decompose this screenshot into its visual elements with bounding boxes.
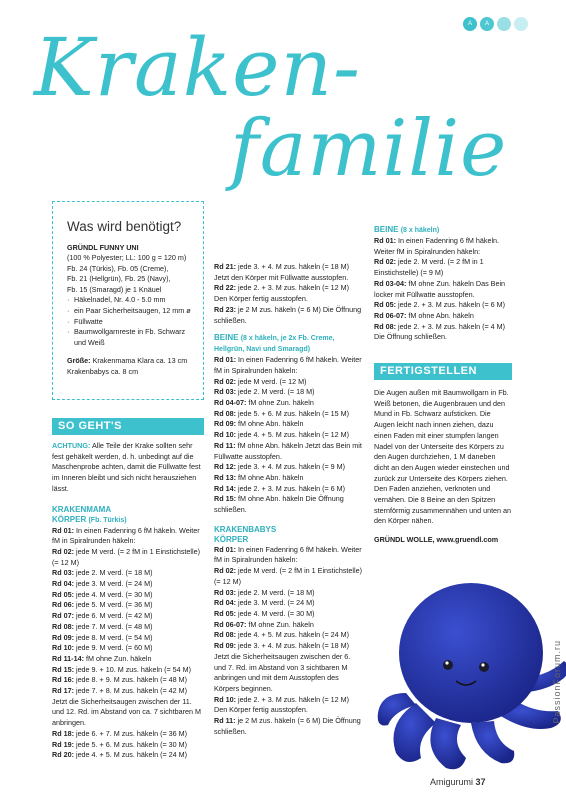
row-text: jede 7. + 8. M zus. häkeln (= 42 M) Jetzt die Sicherheitsaugen zwischen der 11. und 12. Rd. im Abstand von ca. 7 sichtbaren M anbringen. (52, 686, 202, 728)
row-label: Rd 08: (374, 321, 396, 331)
row-label: Rd 14: (214, 483, 236, 493)
instruction-row (374, 322, 512, 343)
row-label: Rd 03: (214, 387, 236, 397)
page-title-line-2: familie (230, 104, 508, 194)
row-label: Rd 09: (52, 632, 74, 642)
section-title-babys: KRAKENBABYS (214, 524, 277, 534)
difficulty-dot-1: A (463, 17, 477, 31)
instruction-row (374, 236, 512, 257)
instruction-row (52, 633, 204, 644)
legs-baby-rows (374, 236, 512, 343)
row-text: fM ohne Abn. häkeln Die Öffnung schließen. (214, 494, 344, 515)
row-text: jede 3. + 4. M zus. häkeln (= 18 M) Jetzt die Sicherheitsaugen zwischen der 6. und 7. Rd. im Abstand von 3 sichtbaren M anbringen und mit dem Ausstopfen des Körpers beginnen. (214, 641, 351, 693)
difficulty-dot-4 (514, 17, 528, 31)
material-item: · Baumwollgarnreste in Fb. Schwarz und Weiß (67, 327, 193, 348)
row-label: Rd 05: (52, 589, 74, 599)
materials-heading: Was wird benötigt? (67, 219, 182, 234)
row-text: jede 3. + 4. M zus. häkeln (= 18 M) Jetzt den Körper mit Füllwatte ausstopfen. (214, 262, 350, 282)
instruction-row (214, 695, 364, 716)
instruction-row (52, 729, 204, 740)
row-label: Rd 06-07: (374, 310, 407, 320)
row-label: Rd 15: (214, 494, 236, 504)
instruction-row (52, 600, 204, 611)
row-label: Rd 11: (214, 716, 236, 726)
row-label: Rd 09: (214, 641, 236, 651)
row-text: jede 9. M verd. (= 60 M) (73, 643, 153, 653)
row-text: jede 4. M verd. (= 30 M) (235, 608, 315, 618)
row-text: jede 7. M verd. (= 48 M) (73, 621, 153, 631)
row-label: Rd 20: (52, 750, 74, 760)
instruction-row (52, 665, 204, 676)
legs-mama-rows (214, 355, 364, 516)
row-label: Rd 06: (52, 600, 74, 610)
row-label: Rd 02: (374, 257, 396, 267)
instruction-row (214, 484, 364, 495)
row-text: jede 2. + 3. M zus. häkeln (= 6 M) (395, 300, 506, 310)
instruction-row (52, 590, 204, 601)
warning-paragraph (52, 441, 204, 495)
babys-rows (214, 545, 364, 738)
instruction-row (52, 526, 204, 547)
row-label: Rd 03: (52, 568, 74, 578)
instruction-row (214, 566, 364, 587)
instruction-row (374, 257, 512, 278)
row-text: jede 8. + 9. M zus. häkeln (= 48 M) (73, 675, 188, 685)
instruction-row (52, 740, 204, 751)
section-subtitle-body: KÖRPER (Fb. Türkis) (52, 514, 127, 524)
yarn-line: (100 % Polyester; LL: 100 g = 120 m) (67, 253, 187, 262)
instruction-row (214, 387, 364, 398)
column-1 (52, 441, 204, 761)
instruction-row (214, 588, 364, 599)
instruction-row (214, 430, 364, 441)
row-text: fM ohne Abn. häkeln Jetzt das Bein mit Füllwatte ausstopfen. (214, 440, 362, 461)
warning-text: Alle Teile der Krake sollten sehr fest gehäkelt werden, d. h. unbedingt auf die Maschenprobe achten, damit die Füllwatte fest im Inneren bleibt und sich nicht herausziehen lässt. (52, 441, 201, 493)
row-text: jede M verd. (= 2 fM in 1 Einstichstelle) (= 12 M) (52, 546, 200, 567)
row-text: jede 2. M verd. (= 2 fM in 1 Einstichstelle) (= 9 M) (374, 257, 484, 278)
finishing-text-block (374, 388, 512, 546)
row-label: Rd 10: (52, 643, 74, 653)
materials-box (52, 201, 204, 400)
instruction-row (214, 441, 364, 462)
row-label: Rd 02: (214, 376, 236, 386)
row-label: Rd 08: (214, 408, 236, 418)
column-2 (214, 262, 364, 737)
yarn-line: Fb. 24 (Türkis), Fb. 05 (Creme), (67, 263, 169, 273)
row-text: jede 2. M verd. (= 18 M) (235, 587, 315, 597)
page-number: 37 (475, 777, 486, 787)
magazine-name: Amigurumi (430, 777, 474, 787)
instruction-row (214, 409, 364, 420)
size-label: Größe: (67, 356, 91, 366)
row-label: Rd 01: (214, 355, 236, 365)
section-title-legs: BEINE (8 x häkeln, je 2x Fb. Creme, Hellgrün, Navi und Smaragd) (214, 333, 335, 354)
row-text: fM ohne Zun. häkeln Das Bein locker mit Füllwatte ausstopfen. (374, 278, 506, 299)
row-label: Rd 04: (52, 579, 74, 589)
warning-label: ACHTUNG: (52, 441, 91, 450)
size-mama: Krakenmama Klara ca. 13 cm (92, 356, 188, 366)
mama-rows (52, 526, 204, 761)
instruction-row (52, 750, 204, 761)
section-title-baby-legs: BEINE (8 x häkeln) (374, 225, 440, 234)
row-text: fM ohne Zun. häkeln (83, 653, 152, 663)
row-text: jede 3. M verd. (= 24 M) (73, 579, 153, 589)
row-label: Rd 08: (52, 621, 74, 631)
row-text: fM ohne Zun. häkeln (246, 619, 314, 629)
row-text: fM ohne Zun. häkeln (246, 398, 314, 408)
row-label: Rd 07: (52, 611, 74, 621)
row-text: jede 3. M verd. (= 24 M) (235, 598, 315, 608)
instruction-row (52, 686, 204, 729)
row-text: jede 6. + 7. M zus. häkeln (= 36 M) (73, 728, 188, 738)
material-item: · Füllwatte (67, 317, 193, 328)
size-baby: Krakenbabys ca. 8 cm (67, 366, 139, 376)
row-label: Rd 05: (374, 300, 396, 310)
row-label: Rd 01: (374, 236, 396, 245)
row-label: Rd 11-14: (52, 653, 84, 663)
instruction-row (214, 609, 364, 620)
row-text: je 2 M zus. häkeln (= 6 M) Die Öffnung schließen. (214, 304, 362, 325)
row-text: jede 2. + 3. M zus. häkeln (= 4 M) Die Öffnung schließen. (374, 321, 506, 342)
row-text: jede 4. + 5. M zus. häkeln (= 12 M) (235, 430, 350, 440)
so-gehts-bar: SO GEHT'S (52, 418, 204, 435)
row-label: Rd 13: (214, 472, 236, 482)
row-label: Rd 19: (52, 739, 74, 749)
row-label: Rd 18: (52, 728, 74, 738)
row-text: jede M verd. (= 12 M) (235, 376, 307, 386)
row-text: jede 4. + 5. M zus. häkeln (= 24 M) (73, 750, 188, 760)
row-text: In einen Fadenring 6 fM häkeln. Weiter fM in Spiralrunden häkeln: (52, 525, 200, 546)
column-3 (374, 225, 512, 343)
instruction-row (214, 419, 364, 430)
instruction-row (374, 279, 512, 300)
instruction-row (214, 716, 364, 737)
instruction-row (52, 547, 204, 568)
row-text: jede 2. + 3. M zus. häkeln (= 6 M) (235, 483, 346, 493)
row-text: jede 6. M verd. (= 42 M) (73, 611, 153, 621)
instruction-row (52, 654, 204, 665)
row-label: Rd 01: (52, 525, 74, 535)
row-text: jede 5. + 6. M zus. häkeln (= 15 M) (235, 408, 350, 418)
row-label: Rd 03: (214, 587, 236, 597)
instruction-row (214, 262, 364, 283)
row-label: Rd 15: (52, 664, 74, 674)
instruction-row (214, 462, 364, 473)
row-text: jede 5. + 6. M zus. häkeln (= 30 M) (73, 739, 188, 749)
row-text: jede 2. M verd. (= 18 M) (73, 568, 153, 578)
row-label: Rd 21: (214, 262, 236, 271)
row-label: Rd 05: (214, 608, 236, 618)
row-text: jede 2. M verd. (= 18 M) (235, 387, 315, 397)
mama-cont-rows (214, 262, 364, 326)
difficulty-dot-3 (497, 17, 511, 31)
instruction-row (214, 377, 364, 388)
instruction-row (214, 630, 364, 641)
row-label: Rd 09: (214, 419, 236, 429)
row-label: Rd 23: (214, 304, 236, 314)
instruction-row (52, 611, 204, 622)
row-label: Rd 06-07: (214, 619, 247, 629)
row-label: Rd 10: (214, 694, 236, 704)
difficulty-dot-2: A (480, 17, 494, 31)
row-text: jede 4. + 5. M zus. häkeln (= 24 M) (235, 630, 350, 640)
watermark: PassionForum.ru (552, 640, 562, 724)
yarn-line: Fb. 21 (Hellgrün), Fb. 25 (Navy), (67, 274, 171, 284)
instruction-row (374, 311, 512, 322)
row-text: fM ohne Abn. häkeln (235, 472, 304, 482)
row-text: jede 3. + 4. M zus. häkeln (= 9 M) (235, 462, 346, 472)
instruction-row (214, 620, 364, 631)
yarn-line: Fb. 15 (Smaragd) je 1 Knäuel (67, 284, 162, 294)
row-label: Rd 16: (52, 675, 74, 685)
instruction-row (214, 283, 364, 304)
row-text: jede 2. + 3. M zus. häkeln (= 12 M) Den Körper fertig ausstopfen. (214, 694, 350, 715)
row-text: jede 4. M verd. (= 30 M) (73, 589, 153, 599)
instruction-row (214, 545, 364, 566)
page-title-line-1: Kraken- (34, 21, 362, 114)
fertigstellen-bar: FERTIGSTELLEN (374, 363, 512, 380)
material-item: · Häkelnadel, Nr. 4.0 - 5.0 mm (67, 295, 193, 306)
row-label: Rd 10: (214, 430, 236, 440)
instruction-row (214, 494, 364, 515)
page-footer (430, 777, 486, 787)
row-text: jede 8. M verd. (= 54 M) (73, 632, 153, 642)
finishing-text: Die Augen außen mit Baumwollgarn in Fb. Weiß betonen, die Augenbrauen und den Mund in Fb. Schwarz aufsticken. Die Augen leicht nach innen ziehen, dazu einen Faden mit einer stumpfen langen Nadel von der Unterseite des Körpers zu den Augen durchziehen, 1 M daneben dicht an den Augen wieder einstechen und zurück zur Unterseite des Körpers ziehen. Den Faden anziehen, verknoten und vernähen. Die 8 Beine an den Spitzen sternförmig zusammennähen und unten an den Körper nähen. (374, 388, 512, 526)
instruction-row (52, 568, 204, 579)
row-text: jede 9. + 10. M zus. häkeln (= 54 M) (73, 664, 192, 674)
instruction-row (52, 643, 204, 654)
row-text: fM ohne Abn. häkeln (406, 310, 474, 320)
instruction-row (214, 641, 364, 695)
row-text: jede M verd. (= 2 fM in 1 Einstichstelle) (= 12 M) (214, 566, 362, 586)
size-line (67, 356, 193, 367)
row-text: In einen Fadenring 6 fM häkeln. Weiter fM in Spiralrunden häkeln: (214, 355, 362, 375)
instruction-row (214, 598, 364, 609)
row-label: Rd 04: (214, 598, 236, 608)
row-label: Rd 01: (214, 544, 236, 554)
section-title-mama: KRAKENMAMA (52, 504, 112, 514)
instruction-row (214, 398, 364, 409)
row-text: fM ohne Abn. häkeln (235, 419, 304, 429)
row-label: Rd 08: (214, 630, 236, 640)
row-label: Rd 02: (214, 566, 236, 576)
material-item: · ein Paar Sicherheitsaugen, 12 mm ø (67, 306, 193, 317)
row-label: Rd 12: (214, 462, 236, 472)
row-label: Rd 22: (214, 283, 236, 293)
row-text: In einen Fadenring 6 fM häkeln. Weiter fM in Spiralrunden häkeln: (214, 544, 362, 565)
instruction-row (52, 579, 204, 590)
instruction-row (214, 473, 364, 484)
row-label: Rd 11: (214, 440, 236, 450)
row-label: Rd 02: (52, 546, 74, 556)
row-text: jede 2. + 3. M zus. häkeln (= 12 M) Den Körper fertig ausstopfen. (214, 283, 350, 304)
row-label: Rd 04-07: (214, 398, 247, 408)
row-label: Rd 17: (52, 686, 74, 696)
row-text: jede 5. M verd. (= 36 M) (73, 600, 153, 610)
row-text: je 2 M zus. häkeln (= 6 M) Die Öffnung schließen. (214, 716, 361, 736)
credit-line: GRÜNDL WOLLE, www.gruendl.com (374, 535, 499, 545)
row-label: Rd 03-04: (374, 278, 407, 288)
instruction-row (374, 300, 512, 311)
instruction-row (214, 305, 364, 326)
instruction-row (214, 355, 364, 376)
header-dots (463, 17, 528, 31)
row-text: In einen Fadenring 6 fM häkeln. Weiter fM in Spiralrunden häkeln: (374, 236, 500, 256)
instruction-row (52, 622, 204, 633)
section-subtitle-baby-body: KÖRPER (214, 534, 249, 544)
octopus-photo (376, 553, 566, 775)
instruction-row (52, 675, 204, 686)
yarn-name: GRÜNDL FUNNY UNI (67, 243, 139, 252)
